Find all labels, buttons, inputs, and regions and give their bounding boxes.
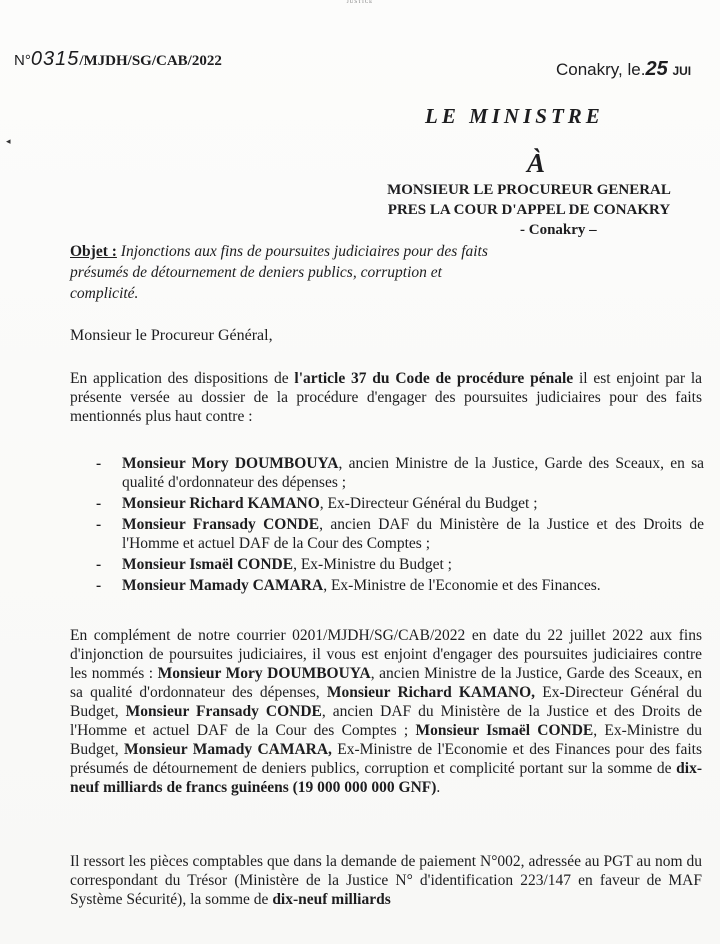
recipient-line2: PRES LA COUR D'APPEL DE CONAKRY <box>387 202 671 218</box>
date-handwritten: 25 <box>645 58 668 80</box>
p2-name: Monsieur Ismaël CONDE <box>415 722 594 739</box>
person-name: Monsieur Ismaël CONDE <box>122 556 294 573</box>
ref-number-handwritten: 0315 <box>30 48 80 70</box>
p2-name: Monsieur Mory DOUMBOUYA <box>157 665 371 682</box>
top-stamp: JUSTICE <box>346 0 374 5</box>
p3-amount: dix-neuf milliards <box>272 891 391 908</box>
margin-mark: ◂ <box>6 136 11 146</box>
subject <box>70 241 490 304</box>
p2-amount: dix-neuf milliards de francs guinéens (19 000 000 000 GNF) <box>70 760 702 796</box>
p2-text: , ancien DAF du Ministère de la Justice et des Droits de l'Homme et actuel DAF de la Cour des Comptes ; <box>70 703 702 739</box>
list-dash: - <box>96 495 102 512</box>
paragraph-1 <box>70 369 702 426</box>
paragraph-3 <box>70 852 702 909</box>
p2-name: Monsieur Richard KAMANO, <box>326 684 536 701</box>
list-item <box>96 576 704 595</box>
person-name: Monsieur Mory DOUMBOUYA <box>122 455 339 472</box>
list-item <box>96 454 704 492</box>
p1-text-c: il est enjoint par la présente versée au dossier de la procédure d'engager des poursuites judiciaires pour des faits mentionnés plus haut contre : <box>70 370 703 425</box>
person-desc: , ancien DAF du Ministère de la Justice et des Droits de l'Homme et actuel DAF de la Cour des Comptes ; <box>122 516 704 552</box>
ref-suffix: /MJDH/SG/CAB/2022 <box>79 53 222 69</box>
person-desc: , ancien Ministre de la Justice, Garde des Sceaux, en sa qualité d'ordonnateur des dépenses ; <box>122 455 704 491</box>
person-desc: , Ex-Directeur Général du Budget ; <box>319 495 538 512</box>
p2-text: En complément de notre courrier 0201/MJDH/SG/CAB/2022 en date du 22 juillet 2022 aux fins d'injonction de poursuites judiciaires, il vous est enjoint d'engager des poursuites judiciaires contre les nommés : <box>70 627 702 682</box>
person-name: Monsieur Mamady CAMARA <box>122 577 324 594</box>
p2-text: Ex-Directeur Général du Budget, <box>70 684 703 720</box>
subject-label: Objet : <box>70 243 117 260</box>
subject-text: Injonctions aux fins de poursuites judiciaires pour des faits présumés de détournement de deniers publics, corruption et complicité. <box>70 243 488 302</box>
list-dash: - <box>96 577 102 594</box>
p3-text: Il ressort les pièces comptables que dans la demande de paiement N°002, adressée au PGT au nom du correspondant du Trésor (Ministère de la Justice N° d'identification 223/147 en faveur de MAF Système Sécurité), la somme de <box>70 853 702 908</box>
p1-text-a: En application des dispositions de <box>70 370 295 387</box>
list-dash: - <box>96 516 102 533</box>
p2-text: , Ex-Ministre du Budget, <box>70 722 702 758</box>
p2-text: Ex-Ministre de l'Economie et des Finances pour des faits présumés de détournement de deniers publics, corruption et complicité portant sur la somme de <box>70 741 702 777</box>
list-item <box>96 494 704 513</box>
p2-name: Monsieur Fransady CONDE <box>125 703 322 720</box>
recipient-line1: MONSIEUR LE PROCUREUR GENERAL <box>387 182 671 198</box>
list-item <box>96 515 704 553</box>
p2-name: Monsieur Mamady CAMARA, <box>123 741 332 758</box>
sender-title: LE MINISTRE <box>425 104 604 128</box>
place-date-label: Conakry, le <box>556 60 641 79</box>
persons-list <box>96 454 704 597</box>
to-label: À <box>527 148 546 178</box>
p2-text: . <box>436 779 441 796</box>
list-item <box>96 555 704 574</box>
p1-article-ref: l'article 37 du Code de procédure pénale <box>294 370 574 387</box>
paragraph-2 <box>70 626 702 797</box>
person-name: Monsieur Richard KAMANO <box>122 495 320 512</box>
reference-number <box>14 48 222 71</box>
person-desc: , Ex-Ministre de l'Economie et des Finances. <box>323 577 601 594</box>
list-dash: - <box>96 556 102 573</box>
date-cut: JUI <box>672 64 692 78</box>
place-date: Conakry, le.25 JUI <box>556 58 692 80</box>
salutation: Monsieur le Procureur Général, <box>70 327 273 344</box>
person-name: Monsieur Fransady CONDE <box>122 516 320 533</box>
person-desc: , Ex-Ministre du Budget ; <box>293 556 452 573</box>
p2-text: , ancien Ministre de la Justice, Garde des Sceaux, en sa qualité d'ordonnateur des dépenses, <box>70 665 702 701</box>
recipient-address <box>370 180 688 240</box>
list-dash: - <box>96 455 102 472</box>
recipient-line3: - Conakry – <box>520 222 597 238</box>
ref-prefix: N° <box>14 52 31 69</box>
